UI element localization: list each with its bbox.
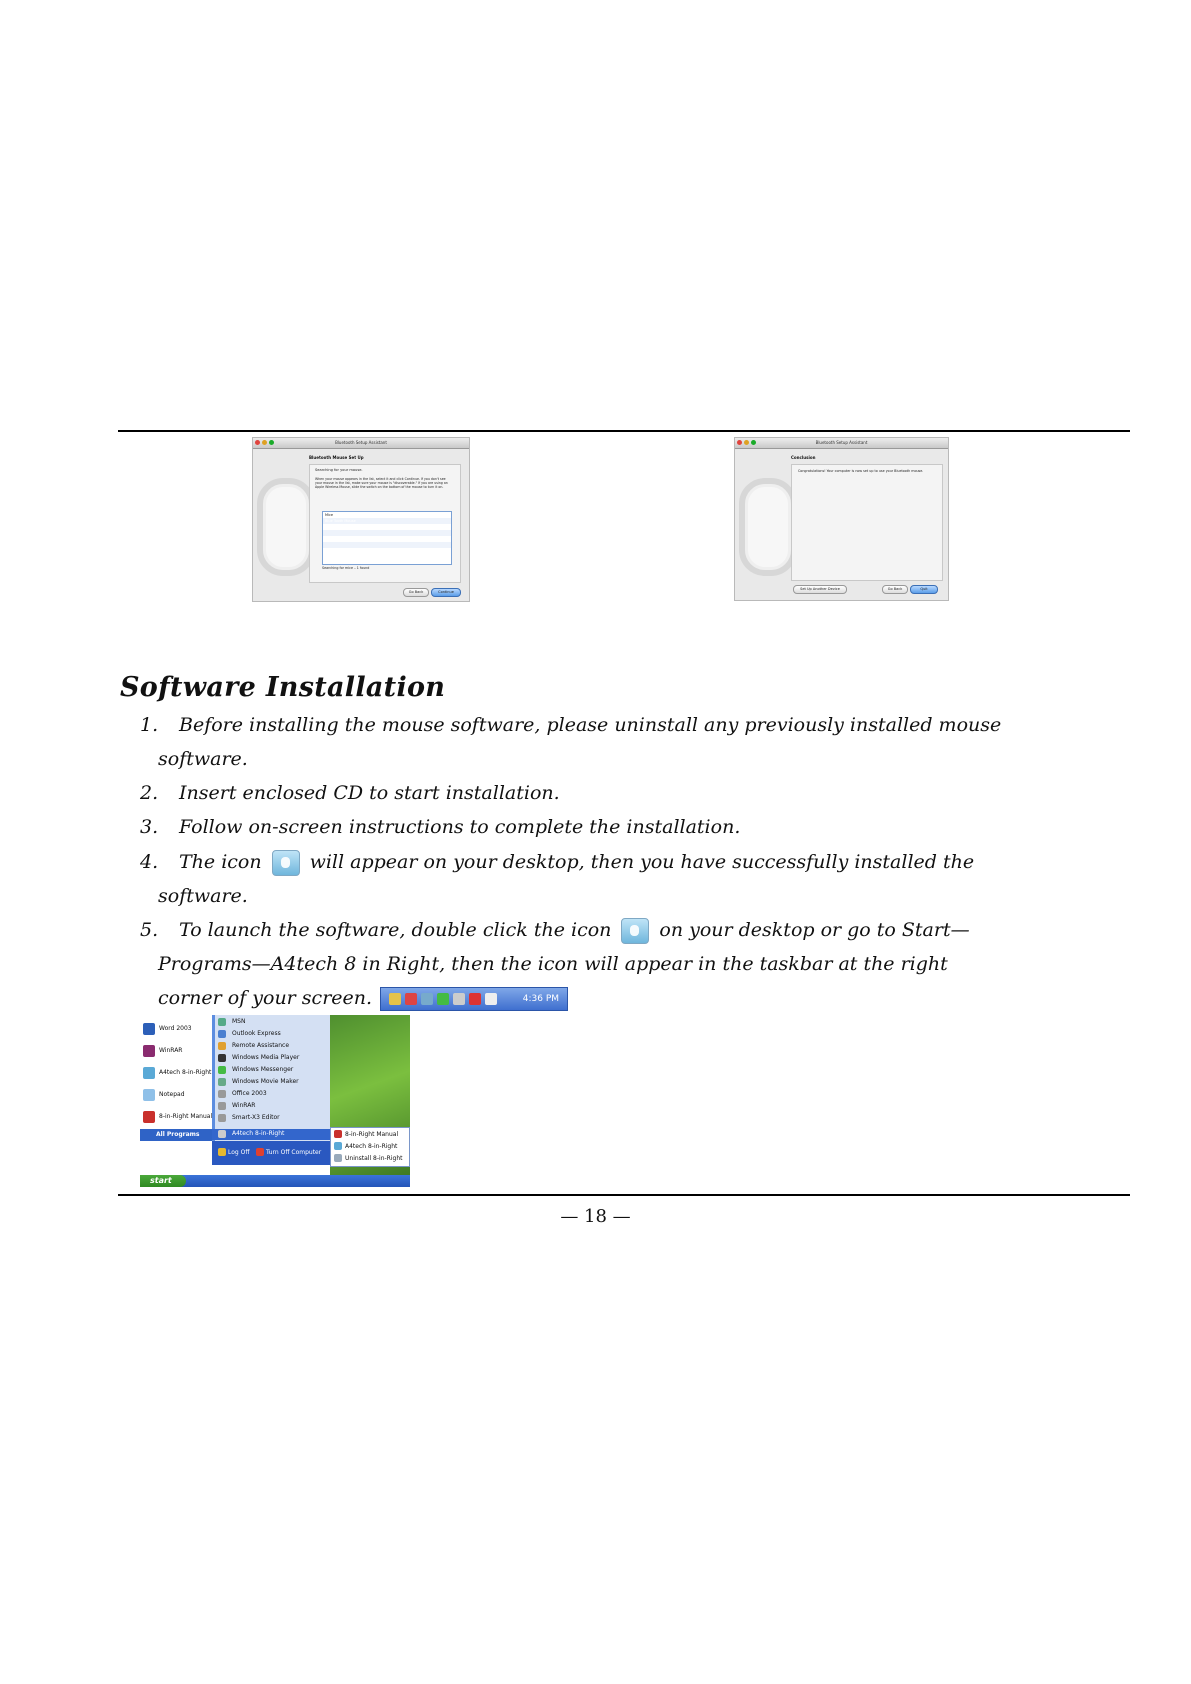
step-2 — [140, 776, 560, 810]
program-item[interactable]: Smart-X3 Editor — [232, 1114, 280, 1121]
program-item[interactable]: Office 2003 — [232, 1090, 267, 1097]
step-number: 1. — [140, 714, 159, 736]
program-icon — [218, 1114, 226, 1122]
window-title: Bluetooth Setup Assistant — [335, 440, 387, 445]
program-icon — [218, 1102, 226, 1110]
step-1-continued: software. — [158, 748, 248, 770]
tray-icon — [469, 993, 481, 1005]
submenu-item[interactable]: 8-in-Right Manual — [345, 1131, 399, 1138]
step-text: The icon — [179, 851, 262, 873]
pinned-item[interactable]: WinRAR — [159, 1047, 183, 1054]
step-number: 4. — [140, 851, 159, 873]
program-icon — [218, 1066, 226, 1074]
window-titlebar — [253, 438, 469, 449]
panel-text: Congratulations! Your computer is now set up to use your Bluetooth mouse. — [798, 469, 924, 473]
step-text: Insert enclosed CD to start installation. — [179, 782, 560, 804]
tray-clock: 4:36 PM — [522, 994, 560, 1004]
submenu-item[interactable]: A4tech 8-in-Right — [345, 1143, 398, 1150]
notepad-icon — [143, 1089, 155, 1101]
program-icon — [218, 1054, 226, 1062]
step-1 — [140, 708, 1140, 742]
submenu-item[interactable]: Uninstall 8-in-Right — [345, 1155, 403, 1162]
log-off-icon — [218, 1148, 226, 1156]
step-5-continued-2 — [158, 981, 568, 1015]
step-5 — [140, 913, 1140, 947]
bluetooth-setup-screenshot-conclusion — [734, 437, 949, 601]
program-item[interactable]: Windows Media Player — [232, 1054, 300, 1061]
panel-text: When your mouse appears in the list, select it and click Continue. If you don't see your mouse in the list, make sure your mouse is "discoverable." If you are using an Apple Wireless Mouse, slide the switch on the bottom of the mouse to turn it on. — [315, 477, 448, 489]
mouse-illustration — [257, 478, 315, 576]
tray-icon — [421, 993, 433, 1005]
program-icon — [218, 1018, 226, 1026]
search-panel — [309, 464, 461, 583]
set-up-another-device-button[interactable]: Set Up Another Device — [793, 585, 847, 594]
log-off-button[interactable]: Log Off — [228, 1149, 250, 1156]
step-number: 5. — [140, 919, 159, 941]
program-item-selected[interactable]: A4tech 8-in-Right — [232, 1130, 285, 1137]
program-icon — [218, 1030, 226, 1038]
manual-icon — [334, 1130, 342, 1138]
conclusion-panel — [791, 464, 943, 581]
bluetooth-setup-screenshot-searching — [252, 437, 470, 602]
device-list[interactable] — [322, 511, 452, 565]
program-item[interactable]: Windows Movie Maker — [232, 1078, 299, 1085]
all-programs-button[interactable]: All Programs — [140, 1129, 212, 1141]
taskbar — [140, 1175, 410, 1187]
word-icon — [143, 1023, 155, 1035]
step-text: To launch the software, double click the icon — [179, 919, 612, 941]
header-rule — [118, 430, 1130, 432]
panel-heading: Searching for your mouse. — [315, 468, 363, 472]
start-button[interactable]: start — [140, 1175, 186, 1187]
pinned-item[interactable]: 8-in-Right Manual — [159, 1113, 213, 1120]
step-3 — [140, 810, 740, 844]
device-row[interactable]: Blue Tooth Mouse — [323, 518, 451, 524]
uninstall-icon — [334, 1154, 342, 1162]
step-text: on your desktop or go to Start— — [659, 919, 970, 941]
program-item[interactable]: Remote Assistance — [232, 1042, 290, 1049]
tray-icon — [453, 993, 465, 1005]
start-menu-footer — [212, 1141, 330, 1165]
a4tech-submenu — [330, 1127, 410, 1167]
window-titlebar — [735, 438, 948, 449]
a4tech-app-icon — [621, 918, 649, 944]
windows-start-menu-screenshot — [140, 1015, 410, 1187]
program-icon — [218, 1078, 226, 1086]
program-item[interactable]: MSN — [232, 1018, 246, 1025]
section-title: Conclusion — [791, 455, 816, 460]
device-list-header: Mice — [325, 513, 334, 517]
section-title: Bluetooth Mouse Set Up — [309, 455, 364, 460]
system-tray-image — [380, 987, 568, 1011]
pinned-item[interactable]: Word 2003 — [159, 1025, 192, 1032]
program-item[interactable]: WinRAR — [232, 1102, 256, 1109]
step-text: Follow on-screen instructions to complete the installation. — [179, 816, 741, 838]
pinned-programs — [140, 1015, 212, 1165]
step-4 — [140, 845, 1140, 879]
a4tech-app-icon — [272, 850, 300, 876]
go-back-button[interactable]: Go Back — [403, 588, 429, 597]
power-icon — [256, 1148, 264, 1156]
pinned-item[interactable]: A4tech 8-in-Right — [159, 1069, 212, 1076]
step-text: corner of your screen. — [158, 987, 373, 1009]
tray-icon — [389, 993, 401, 1005]
mouse-illustration — [739, 478, 797, 576]
tray-icon — [485, 993, 497, 1005]
continue-button[interactable]: Continue — [431, 588, 461, 597]
step-5-continued: Programs—A4tech 8 in Right, then the icon will appear in the taskbar at the right — [158, 953, 948, 975]
program-item[interactable]: Windows Messenger — [232, 1066, 294, 1073]
page-number: — 18 — — [560, 1206, 631, 1227]
a4tech-icon — [334, 1142, 342, 1150]
pinned-item[interactable]: Notepad — [159, 1091, 185, 1098]
tray-icon — [405, 993, 417, 1005]
footer-rule — [118, 1194, 1130, 1196]
program-icon — [218, 1042, 226, 1050]
step-text: will appear on your desktop, then you have successfully installed the — [309, 851, 975, 873]
step-number: 2. — [140, 782, 159, 804]
program-icon — [218, 1130, 226, 1138]
search-status: Searching for mice – 1 found — [322, 566, 370, 570]
tray-icon — [437, 993, 449, 1005]
pdf-icon — [143, 1111, 155, 1123]
window-title: Bluetooth Setup Assistant — [815, 440, 868, 445]
program-item[interactable]: Outlook Express — [232, 1030, 281, 1037]
quit-button[interactable]: Quit — [910, 585, 938, 594]
step-number: 3. — [140, 816, 159, 838]
turn-off-button[interactable]: Turn Off Computer — [266, 1149, 322, 1156]
program-icon — [218, 1090, 226, 1098]
section-heading: Software Installation — [120, 672, 446, 703]
winrar-icon — [143, 1045, 155, 1057]
go-back-button[interactable]: Go Back — [882, 585, 908, 594]
a4tech-icon — [143, 1067, 155, 1079]
step-text: Before installing the mouse software, please uninstall any previously installed mouse — [179, 714, 1002, 736]
step-4-continued: software. — [158, 885, 248, 907]
